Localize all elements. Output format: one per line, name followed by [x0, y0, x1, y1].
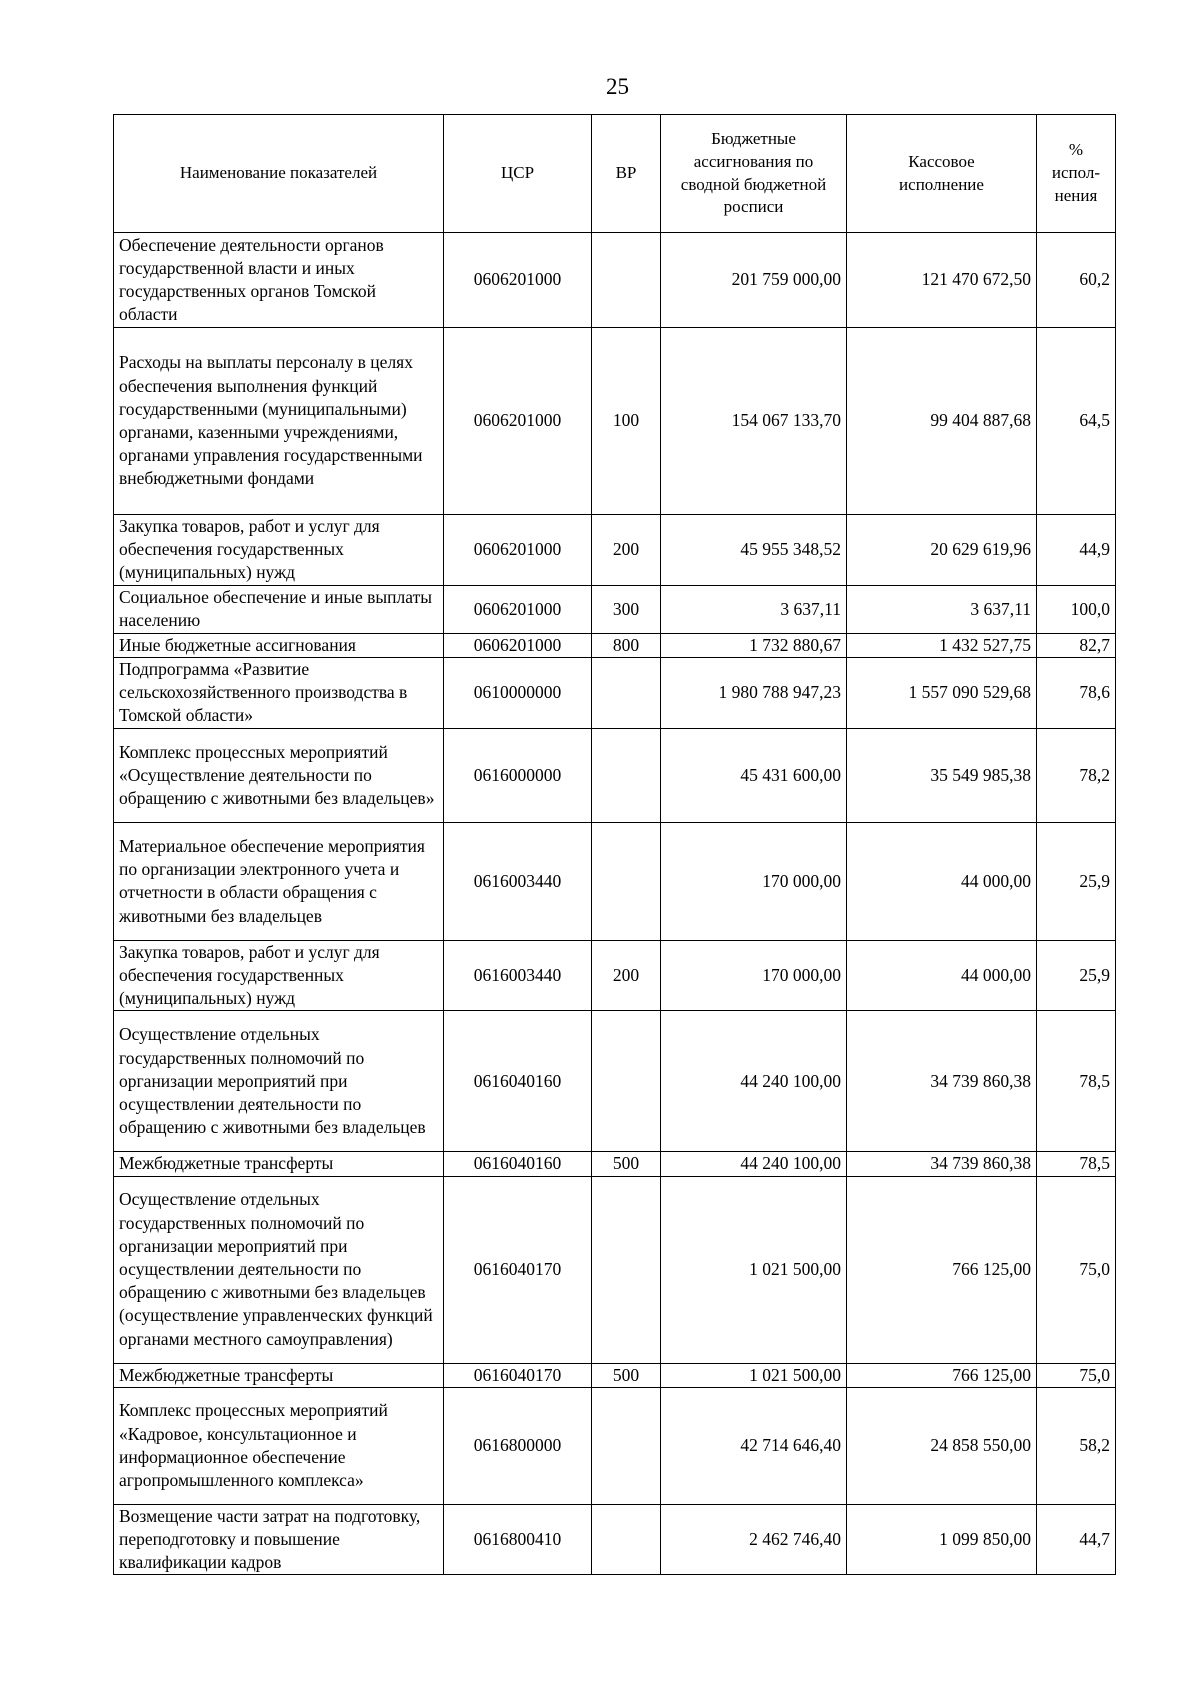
- row-vr: [592, 1387, 661, 1504]
- row-percent: 44,9: [1037, 515, 1116, 586]
- header-name: Наименование показателей: [114, 115, 444, 233]
- row-cash: 1 557 090 529,68: [847, 657, 1037, 728]
- row-percent: 58,2: [1037, 1387, 1116, 1504]
- row-vr: [592, 1011, 661, 1152]
- row-budget: 1 021 500,00: [661, 1176, 847, 1363]
- row-vr: 500: [592, 1152, 661, 1176]
- row-cash: 20 629 619,96: [847, 515, 1037, 586]
- row-vr: [592, 822, 661, 940]
- row-name: Закупка товаров, работ и услуг для обеспечения государственных (муниципальных) нужд: [114, 940, 444, 1011]
- table-row: [114, 940, 1116, 1011]
- row-vr: 800: [592, 633, 661, 657]
- row-percent: 78,5: [1037, 1011, 1116, 1152]
- row-name: Расходы на выплаты персоналу в целях обеспечения выполнения функций государственными (муниципальными) органами, казенными учреждениями, органами управления государственными внебюджетными фондами: [114, 328, 444, 515]
- table-row: [114, 633, 1116, 657]
- row-budget: 170 000,00: [661, 822, 847, 940]
- row-vr: [592, 657, 661, 728]
- row-cash: 99 404 887,68: [847, 328, 1037, 515]
- row-csr: 0616800410: [444, 1504, 592, 1575]
- header-cash: [847, 115, 1037, 233]
- header-cash-text: Кассовое исполнение: [899, 151, 984, 194]
- row-csr: 0616040170: [444, 1363, 592, 1387]
- row-csr: 0616040160: [444, 1011, 592, 1152]
- row-vr: 300: [592, 585, 661, 633]
- table-row: [114, 1363, 1116, 1387]
- row-name: Социальное обеспечение и иные выплаты населению: [114, 585, 444, 633]
- row-percent: 25,9: [1037, 822, 1116, 940]
- row-percent: 25,9: [1037, 940, 1116, 1011]
- row-name: Осуществление отдельных государственных полномочий по организации мероприятий при осуществлении деятельности по обращению с животными без владельцев (осуществление управленческих функций органами местного самоуправления): [114, 1176, 444, 1363]
- row-budget: 42 714 646,40: [661, 1387, 847, 1504]
- page-number: 25: [606, 74, 629, 99]
- row-cash: 44 000,00: [847, 940, 1037, 1011]
- row-percent: 82,7: [1037, 633, 1116, 657]
- row-vr: [592, 1176, 661, 1363]
- table-row: [114, 1152, 1116, 1176]
- row-csr: 0606201000: [444, 233, 592, 328]
- row-cash: 3 637,11: [847, 585, 1037, 633]
- table-row: [114, 1176, 1116, 1363]
- table-row: [114, 822, 1116, 940]
- row-budget: 44 240 100,00: [661, 1011, 847, 1152]
- row-csr: 0616000000: [444, 728, 592, 822]
- header-csr: ЦСР: [444, 115, 592, 233]
- row-budget: 45 431 600,00: [661, 728, 847, 822]
- row-name: Закупка товаров, работ и услуг для обеспечения государственных (муниципальных) нужд: [114, 515, 444, 586]
- row-budget: 3 637,11: [661, 585, 847, 633]
- row-cash: 35 549 985,38: [847, 728, 1037, 822]
- row-name: Обеспечение деятельности органов государственной власти и иных государственных органов Томской области: [114, 233, 444, 328]
- table-row: [114, 1011, 1116, 1152]
- row-csr: 0606201000: [444, 585, 592, 633]
- header-vr: ВР: [592, 115, 661, 233]
- row-name: Межбюджетные трансферты: [114, 1363, 444, 1387]
- row-csr: 0606201000: [444, 515, 592, 586]
- row-percent: 100,0: [1037, 585, 1116, 633]
- table-row: [114, 233, 1116, 328]
- row-budget: 170 000,00: [661, 940, 847, 1011]
- row-name: Возмещение части затрат на подготовку, переподготовку и повышение квалификации кадров: [114, 1504, 444, 1575]
- row-name: Материальное обеспечение мероприятия по организации электронного учета и отчетности в области обращения с животными без владельцев: [114, 822, 444, 940]
- row-name: Комплекс процессных мероприятий «Осуществление деятельности по обращению с животными без владельцев»: [114, 728, 444, 822]
- row-csr: 0616003440: [444, 940, 592, 1011]
- budget-execution-table: [113, 114, 1116, 1575]
- row-percent: 75,0: [1037, 1176, 1116, 1363]
- table-row: [114, 328, 1116, 515]
- table-row: [114, 657, 1116, 728]
- row-vr: [592, 1504, 661, 1575]
- table-row: [114, 1504, 1116, 1575]
- table-header-row: [114, 115, 1116, 233]
- row-csr: 0606201000: [444, 633, 592, 657]
- row-name: Осуществление отдельных государственных полномочий по организации мероприятий при осуществлении деятельности по обращению с животными без владельцев: [114, 1011, 444, 1152]
- row-csr: 0616040170: [444, 1176, 592, 1363]
- row-budget: 44 240 100,00: [661, 1152, 847, 1176]
- row-vr: 200: [592, 515, 661, 586]
- row-budget: 1 732 880,67: [661, 633, 847, 657]
- header-percent: [1037, 115, 1116, 233]
- row-percent: 78,5: [1037, 1152, 1116, 1176]
- row-budget: 2 462 746,40: [661, 1504, 847, 1575]
- row-csr: 0606201000: [444, 328, 592, 515]
- row-csr: 0610000000: [444, 657, 592, 728]
- row-vr: [592, 233, 661, 328]
- table-row: [114, 1387, 1116, 1504]
- header-percent-text: % испол-нения: [1051, 140, 1101, 205]
- row-vr: 100: [592, 328, 661, 515]
- row-percent: 78,6: [1037, 657, 1116, 728]
- row-cash: 34 739 860,38: [847, 1011, 1037, 1152]
- row-cash: 1 432 527,75: [847, 633, 1037, 657]
- row-budget: 1 980 788 947,23: [661, 657, 847, 728]
- row-name: Комплекс процессных мероприятий «Кадровое, консультационное и информационное обеспечение агропромышленного комплекса»: [114, 1387, 444, 1504]
- row-cash: 24 858 550,00: [847, 1387, 1037, 1504]
- row-cash: 766 125,00: [847, 1363, 1037, 1387]
- row-percent: 75,0: [1037, 1363, 1116, 1387]
- row-budget: 154 067 133,70: [661, 328, 847, 515]
- row-vr: 200: [592, 940, 661, 1011]
- row-name: Подпрограмма «Развитие сельскохозяйственного производства в Томской области»: [114, 657, 444, 728]
- table-row: [114, 728, 1116, 822]
- row-csr: 0616040160: [444, 1152, 592, 1176]
- row-name: Межбюджетные трансферты: [114, 1152, 444, 1176]
- header-budget-text: Бюджетные ассигнования по сводной бюджетной росписи: [680, 128, 827, 217]
- row-percent: 60,2: [1037, 233, 1116, 328]
- row-vr: 500: [592, 1363, 661, 1387]
- row-budget: 45 955 348,52: [661, 515, 847, 586]
- row-budget: 201 759 000,00: [661, 233, 847, 328]
- table-row: [114, 585, 1116, 633]
- row-cash: 766 125,00: [847, 1176, 1037, 1363]
- row-cash: 121 470 672,50: [847, 233, 1037, 328]
- row-cash: 34 739 860,38: [847, 1152, 1037, 1176]
- row-name: Иные бюджетные ассигнования: [114, 633, 444, 657]
- row-csr: 0616800000: [444, 1387, 592, 1504]
- table-body: [114, 233, 1116, 1575]
- table-row: [114, 515, 1116, 586]
- row-percent: 44,7: [1037, 1504, 1116, 1575]
- row-budget: 1 021 500,00: [661, 1363, 847, 1387]
- row-cash: 44 000,00: [847, 822, 1037, 940]
- row-percent: 78,2: [1037, 728, 1116, 822]
- row-vr: [592, 728, 661, 822]
- row-csr: 0616003440: [444, 822, 592, 940]
- row-cash: 1 099 850,00: [847, 1504, 1037, 1575]
- row-percent: 64,5: [1037, 328, 1116, 515]
- header-budget: [661, 115, 847, 233]
